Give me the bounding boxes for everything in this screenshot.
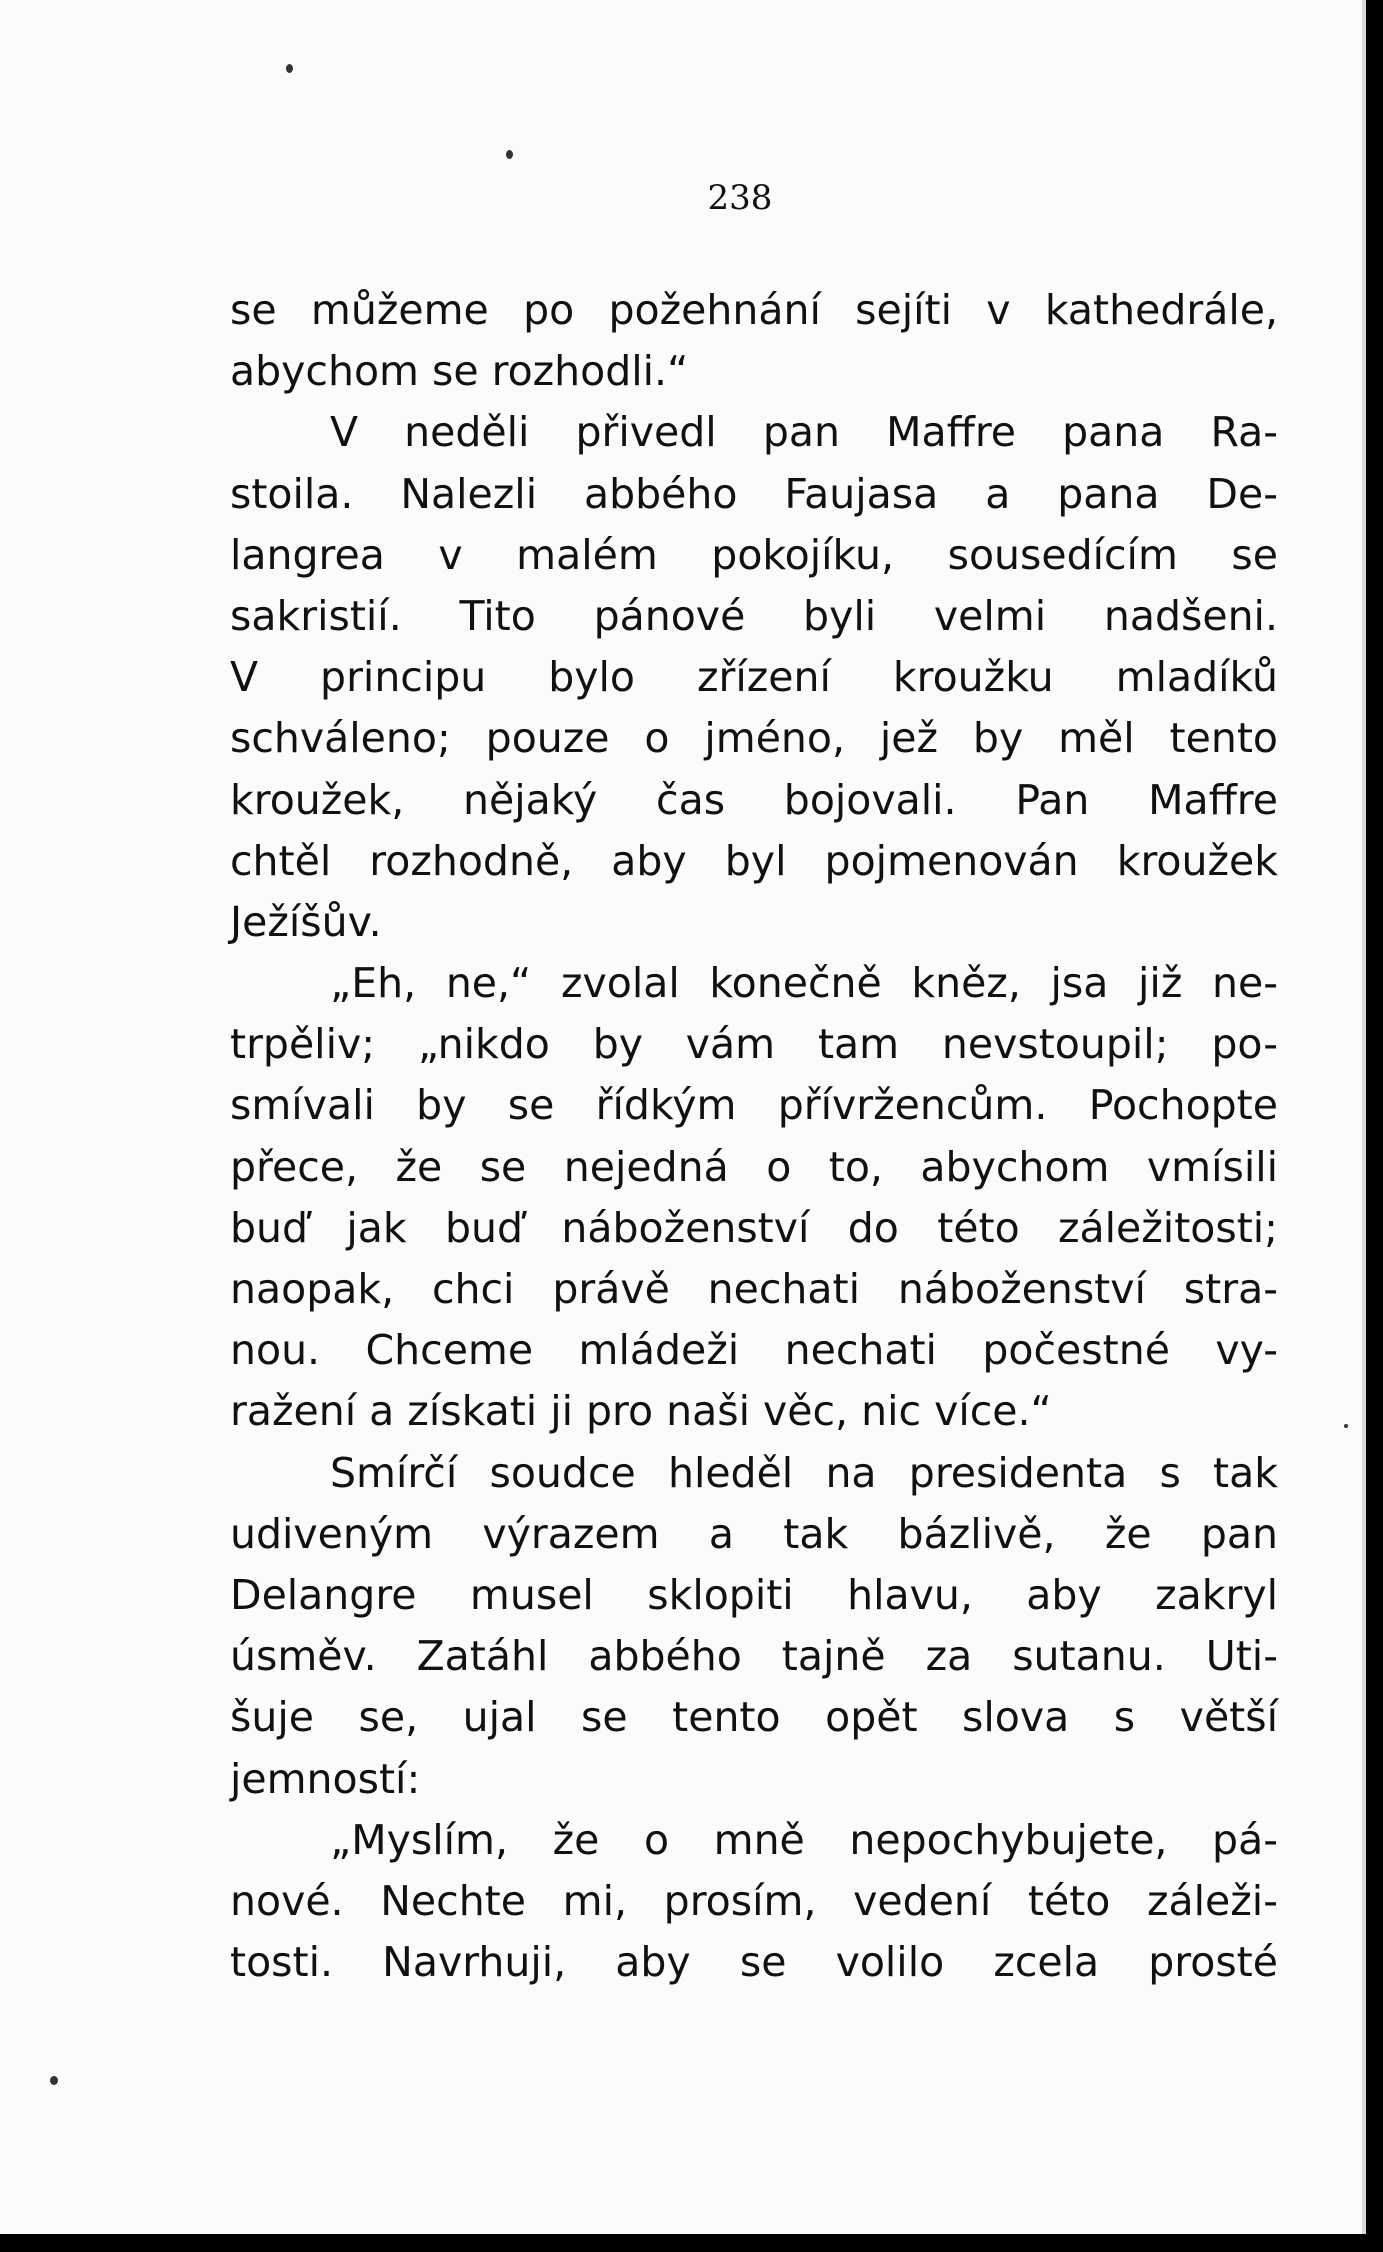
text-line: Delangre musel sklopiti hlavu, aby zakryl — [230, 1570, 1278, 1619]
text-line: kroužek, nějaký čas bojovali. Pan Maffre — [230, 775, 1278, 824]
body-text — [230, 280, 1278, 1993]
text-line: naopak, chci právě nechati náboženství stra- — [230, 1265, 1278, 1313]
scan-border-right — [1366, 0, 1383, 2252]
text-line: Ježíšův. — [230, 897, 382, 946]
scan-speck — [506, 150, 513, 159]
text-line: nové. Nechte mi, prosím, vedení této záleži- — [230, 1876, 1278, 1925]
text-line: ražení a získati ji pro naši věc, nic více.“ — [230, 1387, 1052, 1436]
text-line: trpěliv; „nikdo by vám tam nevstoupil; po- — [230, 1020, 1278, 1069]
text-line: tosti. Navrhuji, aby se volilo zcela prosté — [230, 1938, 1278, 1987]
text-line: šuje se, ujal se tento opět slova s větší — [230, 1693, 1278, 1742]
text-line: sakristií. Tito pánové byli velmi nadšeni. — [230, 591, 1278, 640]
text-line: se můžeme po požehnání sejíti v kathedrále, — [230, 286, 1278, 334]
scan-speck — [286, 64, 293, 73]
text-line: udiveným výrazem a tak bázlivě, že pan — [230, 1509, 1278, 1558]
text-line: chtěl rozhodně, aby byl pojmenován kroužek — [230, 836, 1278, 885]
text-line: Smírčí soudce hleděl na presidenta s tak — [330, 1448, 1278, 1497]
page-number: 238 — [707, 178, 773, 218]
text-line: V neděli přivedl pan Maffre pana Ra- — [330, 408, 1278, 457]
scan-border-bottom — [0, 2234, 1383, 2252]
text-line: abychom se rozhodli.“ — [230, 347, 689, 396]
text-line: přece, že se nejedná o to, abychom vmísili — [230, 1142, 1278, 1191]
text-line: smívali by se řídkým přívržencům. Pochopte — [230, 1081, 1278, 1130]
text-line: schváleno; pouze o jméno, jež by měl tento — [230, 714, 1278, 763]
scan-speck — [50, 2076, 58, 2085]
scan-speck — [1344, 1424, 1348, 1428]
text-line: langrea v malém pokojíku, sousedícím se — [230, 530, 1278, 579]
text-line: úsměv. Zatáhl abbého tajně za sutanu. Uti- — [230, 1632, 1278, 1681]
text-line: jemností: — [230, 1754, 421, 1803]
text-line: „Myslím, že o mně nepochybujete, pá- — [330, 1815, 1278, 1864]
text-line: stoila. Nalezli abbého Faujasa a pana De- — [230, 469, 1278, 518]
text-line: nou. Chceme mládeži nechati počestné vy- — [230, 1326, 1278, 1375]
text-line: V principu bylo zřízení kroužku mladíků — [230, 653, 1278, 702]
text-line: buď jak buď náboženství do této záležitosti; — [230, 1203, 1278, 1252]
text-line: „Eh, ne,“ zvolal konečně kněz, jsa již ne- — [330, 959, 1278, 1008]
